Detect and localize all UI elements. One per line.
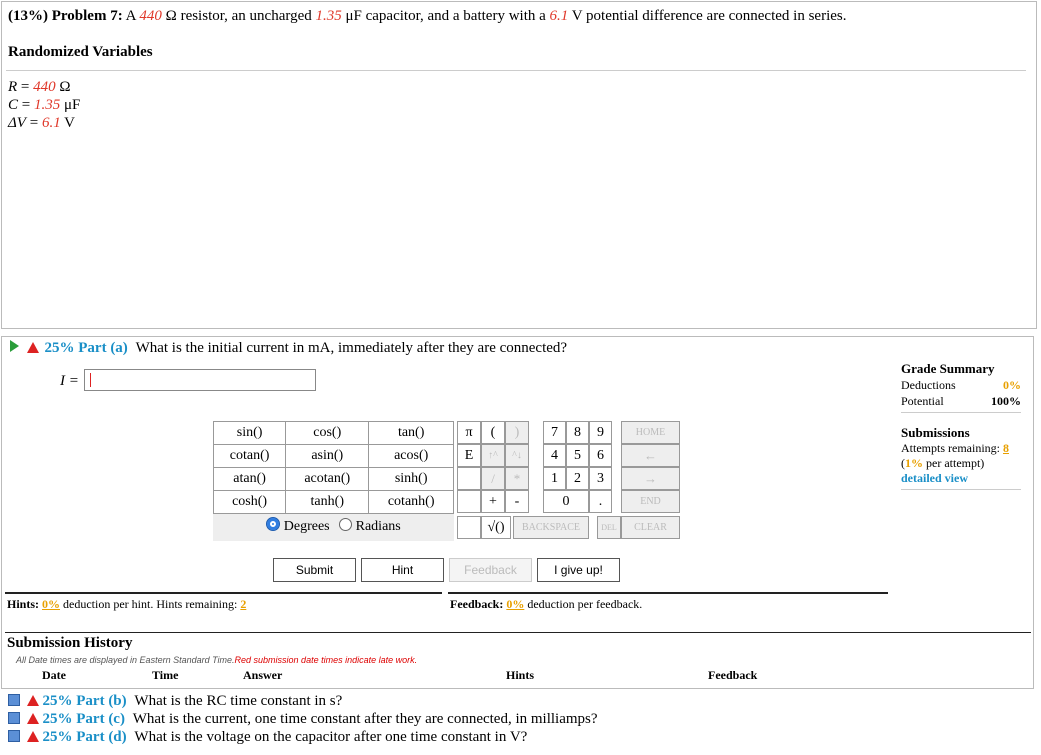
variable-symbol: R: [8, 79, 18, 95]
variable-value: 6.1: [41, 115, 61, 131]
col-answer: Answer: [243, 668, 283, 682]
calc-key-rparen[interactable]: ): [505, 421, 529, 444]
divider: [6, 70, 1026, 71]
hints-pct: 0%: [42, 597, 61, 611]
warning-icon: [27, 695, 39, 706]
angle-mode: [213, 517, 454, 535]
calc-key-plus[interactable]: +: [481, 490, 505, 513]
problem-frame: [1, 1, 1037, 329]
radians-label: Radians: [355, 519, 401, 534]
calc-key-tan[interactable]: tan(): [369, 422, 454, 445]
deductions-row: [901, 378, 1021, 393]
calc-key-1[interactable]: 1: [543, 467, 566, 490]
variable-symbol: C: [8, 97, 19, 113]
problem-statement: [8, 8, 847, 25]
problem-r-value: 440: [139, 8, 162, 24]
variable-value: 440: [33, 79, 56, 95]
part-a-question: What is the initial current in mA, immediately after they are connected?: [135, 340, 568, 356]
text-cursor: [90, 373, 91, 387]
part-question: What is the voltage on the capacitor after one time constant in V?: [134, 729, 528, 745]
randomized-heading: Randomized Variables: [8, 44, 153, 60]
deductions-label: Deductions: [901, 378, 956, 392]
part-percent: 25%: [42, 693, 73, 709]
calc-key-slash[interactable]: /: [481, 467, 505, 490]
calc-key-sin[interactable]: sin(): [214, 422, 286, 445]
feedback-divider: [448, 592, 888, 594]
problem-label: Problem 7:: [51, 8, 123, 24]
calc-key-2[interactable]: 2: [566, 467, 589, 490]
calc-key-end[interactable]: END: [621, 490, 680, 513]
calc-key-blank: [457, 490, 481, 513]
per-attempt-row: (1% per attempt): [901, 456, 985, 470]
variable-unit: μF: [63, 97, 81, 113]
part-percent: 25%: [42, 711, 73, 727]
function-table: [213, 421, 454, 514]
calc-key-4[interactable]: 4: [543, 444, 566, 467]
grade-summary: [901, 361, 1021, 490]
other-parts: [8, 692, 598, 746]
calc-key-tanh[interactable]: tanh(): [286, 491, 369, 514]
attempts-label: Attempts remaining:: [901, 441, 1000, 455]
part-a-header: [10, 340, 567, 357]
problem-text-d: V potential difference are connected in series.: [571, 8, 847, 24]
calculator-keypad: [457, 421, 680, 541]
part-row[interactable]: [8, 710, 598, 728]
deductions-value: 0%: [1003, 378, 1021, 392]
calc-key-right[interactable]: →: [621, 467, 680, 490]
degrees-label: Degrees: [283, 519, 330, 534]
calc-key-e[interactable]: E: [457, 444, 481, 467]
divider: [901, 412, 1021, 413]
part-row[interactable]: [8, 728, 598, 746]
calc-key-pi[interactable]: π: [457, 421, 481, 444]
part-label: Part (d): [76, 729, 127, 745]
calc-key-acos[interactable]: acos(): [369, 445, 454, 468]
attempts-row: [901, 441, 1021, 456]
calc-key-cos[interactable]: cos(): [286, 422, 369, 445]
submissions-title: Submissions: [901, 425, 970, 440]
part-label: Part (b): [76, 693, 127, 709]
potential-row: [901, 394, 1021, 409]
randomized-variables: [8, 78, 80, 132]
feedback-info: [450, 597, 642, 612]
calc-key-cotan[interactable]: cotan(): [214, 445, 286, 468]
radians-radio[interactable]: [339, 518, 352, 531]
calc-key-left[interactable]: ←: [621, 444, 680, 467]
feedback-label: Feedback:: [450, 597, 504, 611]
variable-value: 1.35: [33, 97, 61, 113]
divider: [901, 489, 1021, 490]
calc-key-9[interactable]: 9: [589, 421, 612, 444]
expand-icon[interactable]: [8, 694, 20, 706]
calc-key-atan[interactable]: atan(): [214, 468, 286, 491]
part-question: What is the current, one time constant after they are connected, in milliamps?: [132, 711, 598, 727]
feedback-text: deduction per feedback.: [527, 597, 643, 611]
variable-row: R = 440 Ω: [8, 79, 71, 95]
col-date: Date: [42, 668, 66, 682]
calc-key-del[interactable]: DEL: [597, 516, 621, 539]
calc-key-cosh[interactable]: cosh(): [214, 491, 286, 514]
part-label: Part (c): [76, 711, 125, 727]
variable-symbol: ΔV: [8, 115, 26, 131]
variable-unit: V: [64, 115, 76, 131]
submit-button[interactable]: Submit: [273, 558, 356, 582]
calc-key-down[interactable]: ^↓: [505, 444, 529, 467]
calculator-functions: [213, 421, 454, 541]
calc-key-sinh[interactable]: sinh(): [369, 468, 454, 491]
feedback-pct: 0%: [506, 597, 525, 611]
expand-icon[interactable]: [8, 712, 20, 724]
part-a-label: Part (a): [78, 340, 128, 356]
calc-key-dot[interactable]: .: [589, 490, 612, 513]
hints-divider: [5, 592, 442, 594]
calc-key-up[interactable]: ↑^: [481, 444, 505, 467]
variable-unit: Ω: [59, 79, 71, 95]
degrees-radio[interactable]: [266, 517, 280, 531]
expand-icon[interactable]: [8, 730, 20, 742]
calc-key-blank: [457, 467, 481, 490]
part-question: What is the RC time constant in s?: [134, 693, 343, 709]
history-divider: [5, 632, 1031, 633]
answer-input[interactable]: [84, 369, 316, 391]
hint-button[interactable]: Hint: [361, 558, 444, 582]
problem-c-value: 1.35: [315, 8, 342, 24]
problem-v-value: 6.1: [549, 8, 569, 24]
col-time: Time: [152, 668, 179, 682]
hints-info: [7, 597, 246, 612]
history-note: [16, 655, 417, 665]
variable-row: C = 1.35 μF: [8, 97, 81, 113]
col-hints: Hints: [506, 668, 535, 682]
detailed-view-link[interactable]: detailed view: [901, 471, 968, 485]
hints-label: Hints:: [7, 597, 40, 611]
calc-key-multiply[interactable]: *: [505, 467, 529, 490]
calc-key-minus[interactable]: -: [505, 490, 529, 513]
part-percent: 25%: [42, 729, 73, 745]
calc-key-lparen[interactable]: (: [481, 421, 505, 444]
calc-key-0[interactable]: 0: [543, 490, 589, 513]
history-note-text: All Date times are displayed in Eastern Standard Time.: [16, 655, 235, 665]
calc-key-6[interactable]: 6: [589, 444, 612, 467]
per-attempt-value: 1%: [905, 456, 923, 470]
calc-key-asin[interactable]: asin(): [286, 445, 369, 468]
potential-value: 100%: [991, 394, 1021, 408]
problem-text-b: Ω resistor, an uncharged: [165, 8, 312, 24]
feedback-button[interactable]: Feedback: [449, 558, 532, 582]
problem-text-a: A: [125, 8, 136, 24]
variable-row: ΔV = 6.1 V: [8, 115, 76, 131]
warning-icon: [27, 713, 39, 724]
expand-icon[interactable]: [10, 340, 19, 352]
problem-text-c: μF capacitor, and a battery with a: [345, 8, 546, 24]
per-attempt-text: per attempt): [926, 456, 985, 470]
calc-key-acotan[interactable]: acotan(): [286, 468, 369, 491]
grade-summary-title: Grade Summary: [901, 361, 995, 376]
warning-icon: [27, 731, 39, 742]
calc-key-home[interactable]: HOME: [621, 421, 680, 444]
part-a-percent: 25%: [44, 340, 75, 356]
history-title: Submission History: [7, 635, 133, 651]
problem-weight: (13%): [8, 8, 48, 24]
calc-key-clear[interactable]: CLEAR: [621, 516, 680, 539]
potential-label: Potential: [901, 394, 944, 408]
col-feedback: Feedback: [708, 668, 758, 682]
calc-key-backspace[interactable]: BACKSPACE: [513, 516, 589, 539]
warning-icon: [27, 342, 39, 353]
calc-key-7[interactable]: 7: [543, 421, 566, 444]
calc-key-blank: [457, 516, 481, 539]
calc-key-sqrt[interactable]: √(): [481, 516, 511, 539]
calc-key-3[interactable]: 3: [589, 467, 612, 490]
calc-key-8[interactable]: 8: [566, 421, 589, 444]
hints-text: deduction per hint. Hints remaining:: [63, 597, 238, 611]
calc-key-5[interactable]: 5: [566, 444, 589, 467]
hints-remaining: 2: [240, 597, 247, 611]
part-row[interactable]: [8, 692, 598, 710]
attempts-value: 8: [1002, 441, 1009, 455]
history-note-red: Red submission date times indicate late work.: [234, 655, 418, 665]
give-up-button[interactable]: I give up!: [537, 558, 620, 582]
calc-key-cotanh[interactable]: cotanh(): [369, 491, 454, 514]
answer-label: I =: [60, 373, 79, 389]
